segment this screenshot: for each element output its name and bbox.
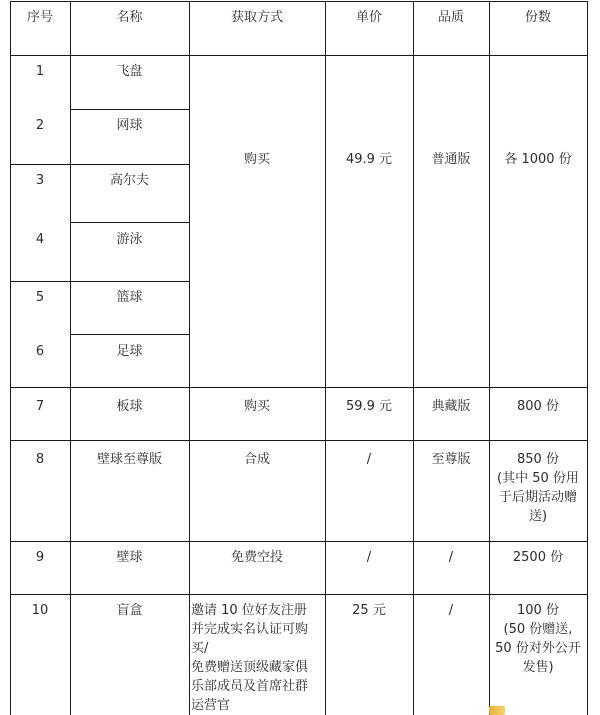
row-10-quantity-line: 100 份	[517, 603, 559, 618]
row-4-index: 4	[35, 232, 45, 247]
header-quantity: 份数	[524, 10, 551, 25]
row-10-method-line: 免费赠送顶级藏家俱	[191, 660, 309, 675]
row-7-price: 59.9 元	[345, 399, 393, 414]
row-8-quantity-line: (其中 50 份用	[497, 471, 579, 486]
header-method: 获取方式	[230, 10, 283, 25]
row-8-quantity-line: 于后期活动赠	[498, 490, 577, 505]
row-10-method-line: 乐部成员及首席社群	[191, 679, 309, 694]
row-4-name: 游泳	[116, 232, 143, 247]
row-10-quantity	[489, 601, 587, 677]
row-8-quality: 至尊版	[431, 452, 471, 467]
row-6-index: 6	[35, 344, 45, 359]
row-10-quality: /	[448, 603, 454, 618]
header-index: 序号	[26, 10, 53, 25]
row-8-quantity-line: 送)	[528, 509, 548, 524]
row-8-quantity	[489, 450, 587, 526]
row-1-name: 飞盘	[116, 64, 143, 79]
row-10-method-line: 邀请 10 位好友注册	[191, 603, 307, 618]
row-5-index: 5	[35, 290, 45, 305]
row-7-method: 购买	[243, 399, 270, 414]
row-9-quantity: 2500 份	[512, 550, 564, 565]
group-quantity: 各 1000 份	[504, 152, 572, 167]
group-method: 购买	[243, 152, 270, 167]
row-3-index: 3	[35, 173, 45, 188]
row-7-quality: 典藏版	[431, 399, 471, 414]
row-10-method-line: 运营官	[191, 698, 231, 713]
row-5-name: 篮球	[116, 290, 143, 305]
row-9-price: /	[366, 550, 372, 565]
row-10-name: 盲盒	[116, 603, 143, 618]
row-2-index: 2	[35, 118, 45, 133]
header-quality: 品质	[437, 10, 464, 25]
row-2-name: 网球	[116, 118, 143, 133]
row-9-method: 免费空投	[230, 550, 283, 565]
row-10-quantity-line: 50 份对外公开	[495, 641, 581, 656]
group-quality: 普通版	[431, 152, 471, 167]
row-7-index: 7	[35, 399, 45, 414]
header-price: 单价	[355, 10, 382, 25]
row-10-method	[191, 601, 325, 715]
row-3-name: 高尔夫	[109, 173, 149, 188]
row-8-method: 合成	[243, 452, 270, 467]
row-10-method-line: 买/	[191, 641, 209, 656]
row-6-name: 足球	[116, 344, 143, 359]
watermark-fragment	[489, 706, 505, 715]
row-9-index: 9	[35, 550, 45, 565]
row-9-name: 壁球	[116, 550, 143, 565]
row-1-index: 1	[35, 64, 45, 79]
row-8-price: /	[366, 452, 372, 467]
row-7-quantity: 800 份	[517, 399, 559, 414]
row-8-name: 壁球至尊版	[96, 452, 162, 467]
row-10-quantity-line: (50 份赠送,	[503, 622, 573, 637]
group-price: 49.9 元	[345, 152, 393, 167]
row-10-quantity-line: 发售)	[522, 660, 554, 675]
row-9-quality: /	[448, 550, 454, 565]
row-10-method-line: 并完成实名认证可购	[191, 622, 309, 637]
row-7-name: 板球	[116, 399, 143, 414]
header-name: 名称	[116, 10, 143, 25]
row-10-index: 10	[31, 603, 49, 618]
row-10-price: 25 元	[352, 603, 386, 618]
row-8-quantity-line: 850 份	[517, 452, 559, 467]
row-8-index: 8	[35, 452, 45, 467]
